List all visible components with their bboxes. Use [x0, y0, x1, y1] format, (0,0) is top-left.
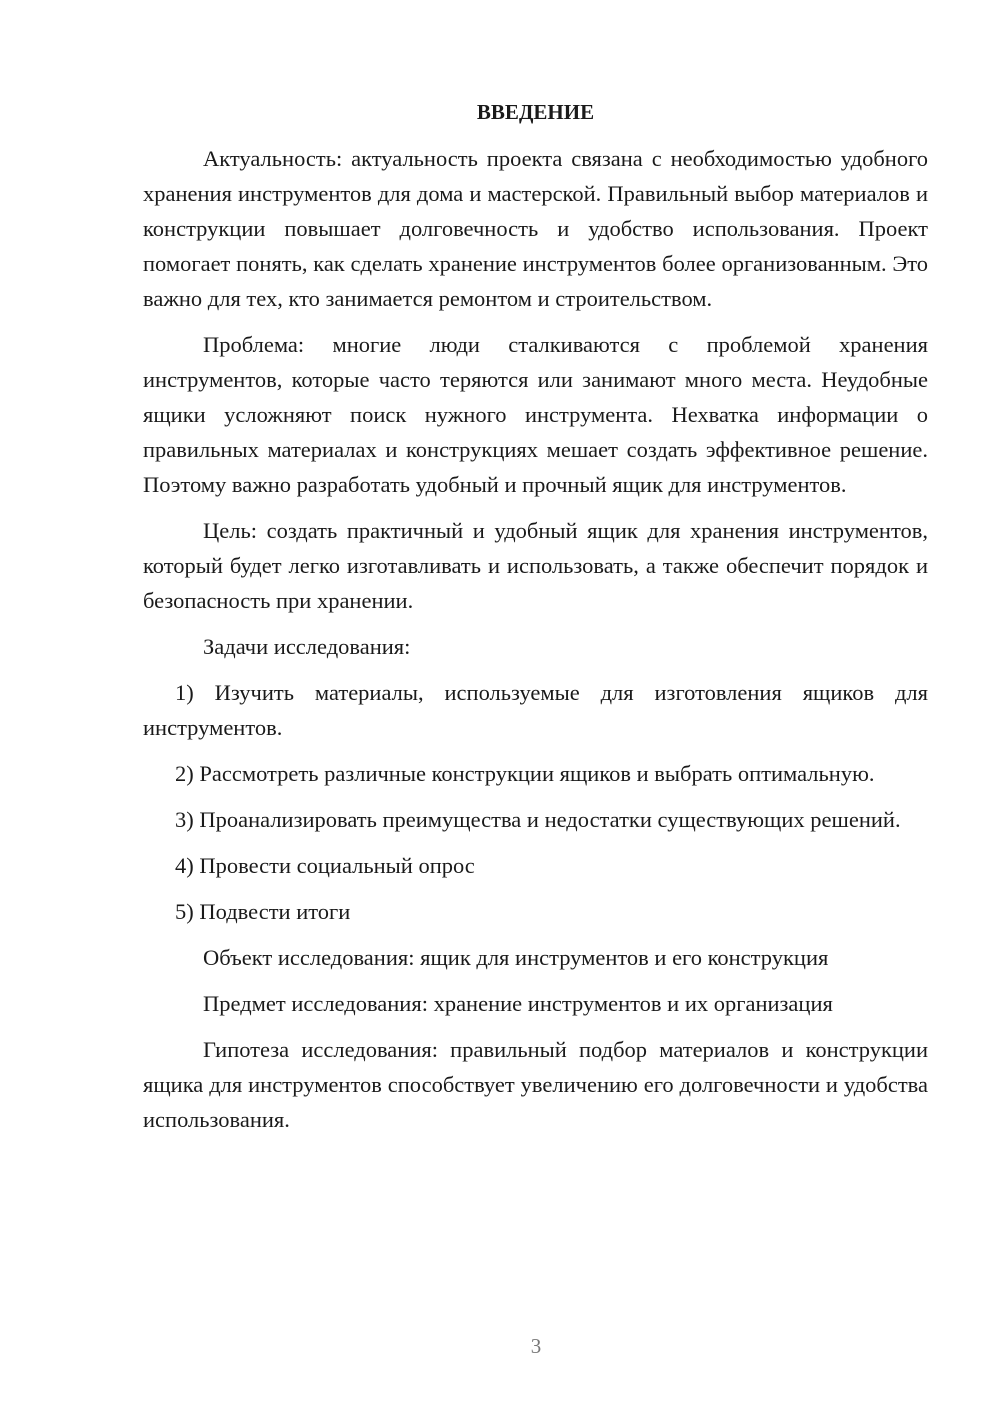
task-item: 3) Проанализировать преимущества и недостатки существующих решений. — [175, 807, 901, 832]
task-item: 4) Провести социальный опрос — [175, 853, 475, 878]
section-title: ВВЕДЕНИЕ — [476, 100, 595, 124]
task-item: 2) Рассмотреть различные конструкции ящиков и выбрать оптимальную. — [175, 761, 875, 786]
subject-paragraph: Предмет исследования: хранение инструментов и их организация — [203, 991, 833, 1016]
hypothesis-paragraph: Гипотеза исследования: правильный подбор материалов и конструкции ящика для инструментов способствует увеличению его долговечности и удобства использования. — [143, 1037, 928, 1132]
object-paragraph: Объект исследования: ящик для инструментов и его конструкция — [203, 945, 829, 970]
task-item: 1) Изучить материалы, используемые для изготовления ящиков для инструментов. — [143, 680, 928, 740]
relevance-paragraph: Актуальность: актуальность проекта связана с необходимостью удобного хранения инструментов для дома и мастерской. Правильный выбор материалов и конструкции повышает долговечность и удобство использования. Проект помогает понять, как сделать хранение инструментов более организованным. Это важно для тех, кто занимается ремонтом и строительством. — [143, 146, 928, 311]
problem-paragraph: Проблема: многие люди сталкиваются с проблемой хранения инструментов, которые часто теряются или занимают много места. Неудобные ящики усложняют поиск нужного инструмента. Нехватка информации о правильных материалах и конструкциях мешает создать эффективное решение. Поэтому важно разработать удобный и прочный ящик для инструментов. — [143, 332, 928, 497]
task-item: 5) Подвести итоги — [175, 899, 351, 924]
goal-paragraph: Цель: создать практичный и удобный ящик для хранения инструментов, который будет легко изготавливать и использовать, а также обеспечит порядок и безопасность при хранении. — [143, 518, 928, 613]
page-number: 3 — [530, 1334, 542, 1358]
document-body — [143, 95, 928, 1148]
tasks-heading: Задачи исследования: — [203, 634, 411, 659]
